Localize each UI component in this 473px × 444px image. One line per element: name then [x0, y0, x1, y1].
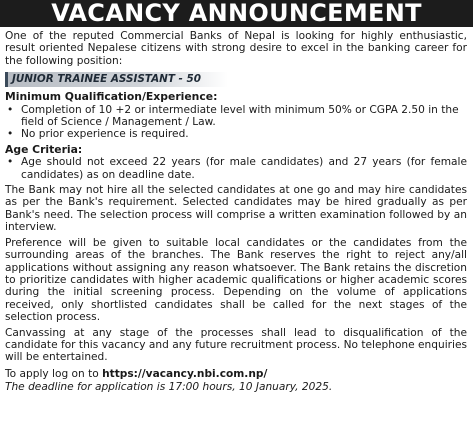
- qualification-list: [5, 104, 467, 141]
- list-item-text: Age should not exceed 22 years (for male candidates) and 27 years (for female candidates) as on deadline date.: [21, 156, 467, 181]
- apply-prefix: To apply log on to: [5, 367, 103, 380]
- list-item-text: No prior experience is required.: [21, 128, 189, 141]
- list-item-text: Completion of 10 +2 or intermediate level with minimum 50% or CGPA 2.50 in the field of Science / Management / Law.: [21, 103, 459, 129]
- apply-url-link[interactable]: https://vacancy.nbi.com.np/: [102, 367, 268, 380]
- age-list: [5, 156, 467, 181]
- bullet-icon: •: [7, 128, 14, 141]
- apply-line: [5, 368, 467, 380]
- bullet-icon: •: [7, 156, 14, 169]
- list-item: [5, 104, 467, 129]
- position-title: JUNIOR TRAINEE ASSISTANT - 50: [5, 72, 228, 87]
- qualification-heading: Minimum Qualification/Experience:: [5, 90, 218, 104]
- list-item: [5, 128, 467, 140]
- list-item: [5, 156, 467, 181]
- intro-paragraph: One of the reputed Commercial Banks of Nepal is looking for highly enthusiastic, result oriented Nepalese citizens with strong desire to excel in the banking career for the following position:: [5, 30, 467, 67]
- canvassing-paragraph: Canvassing at any stage of the processes shall lead to disqualification of the candidate for this vacancy and any future recruitment process. No telephone enquiries will be entertained.: [5, 326, 467, 364]
- selection-paragraph: The Bank may not hire all the selected candidates at one go and may hire candidates as per the Bank's requirement. Selected candidates may be hired gradually as per Bank's need. The selection process will comprise a written examination followed by an interview.: [5, 184, 467, 234]
- deadline-text: The deadline for application is 17:00 hours, 10 January, 2025.: [5, 381, 333, 394]
- bullet-icon: •: [7, 103, 14, 116]
- banner-title: VACANCY ANNOUNCEMENT: [0, 0, 473, 27]
- preference-paragraph: Preference will be given to suitable local candidates or the candidates from the surrounding areas of the branches. The Bank reserves the right to reject any/all applications without assigning any reason whatsoever. The Bank retains the discretion to prioritize candidates with higher academic qualifications or higher academic scores during the initial screening process. Depending on the volume of applications received, only shortlisted candidates shall be called for the next stages of the selection process.: [5, 236, 467, 324]
- age-heading: Age Criteria:: [5, 142, 83, 156]
